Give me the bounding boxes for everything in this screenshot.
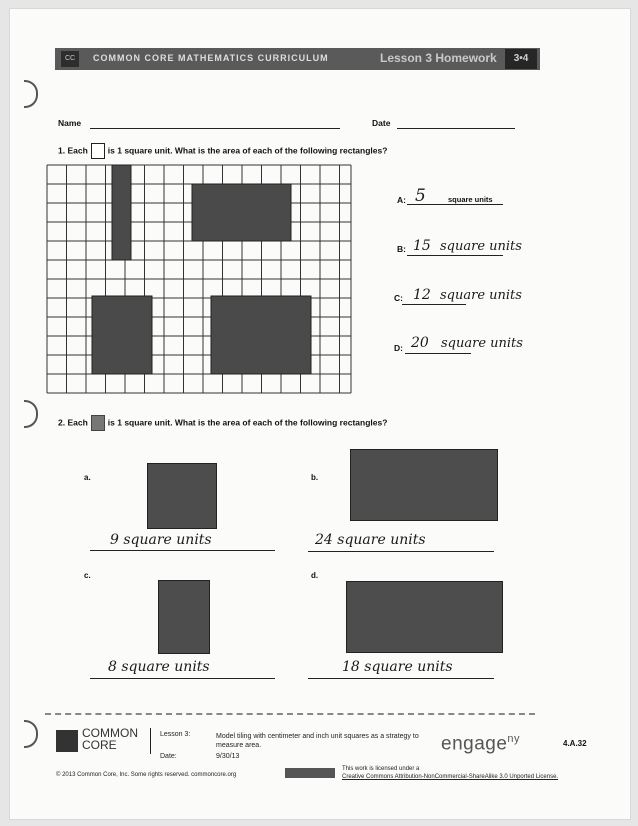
answer-c-line [402,304,466,305]
rectangle-b [192,184,291,241]
brand-line-2: CORE [82,738,117,752]
q2c-label: c. [84,571,91,580]
creative-commons-badge-icon [285,768,335,778]
header-banner [55,48,540,70]
name-label: Name [58,118,82,128]
q2d-answer[interactable]: 18 square units [342,659,453,675]
curriculum-logo: CC [61,51,79,67]
q2a-label: a. [84,473,91,482]
footer-lesson-desc-1: Model tiling with centimeter and inch unit squares as a strategy to [216,733,419,740]
unit-square-icon [91,143,105,159]
q2d-answer-line [308,678,494,679]
rectangle-d [211,296,311,374]
rectangle-c [92,296,152,374]
footer-date-label: Date: [160,753,177,760]
footer-lesson-label: Lesson 3: [160,731,191,738]
answer-c-units: square units [440,288,522,303]
q1-prompt-suffix: is 1 square unit. What is the area of each of the following rectangles? [107,145,388,156]
q2b-label: b. [311,473,319,482]
unit-square-icon [91,415,105,431]
answer-d-line [405,353,471,354]
footer-divider [45,713,535,715]
q2a-answer-line [90,550,275,551]
engage-text: engage [441,733,508,755]
answer-b-value[interactable]: 15 [413,238,431,254]
q2c-answer[interactable]: 8 square units [108,659,210,675]
footer-lesson-desc-2: measure area. [216,742,262,749]
name-field[interactable] [90,128,340,129]
footer-date-value: 9/30/13 [216,753,240,760]
q2-prompt-suffix: is 1 square unit. What is the area of each of the following rectangles? [107,417,388,428]
answer-b-letter: B: [397,244,406,254]
q2d-label: d. [311,571,319,580]
answer-c-value[interactable]: 12 [413,287,431,303]
q2a-rectangle [147,463,217,529]
series-title: COMMON CORE MATHEMATICS CURRICULUM [93,53,329,63]
q2a-answer[interactable]: 9 square units [110,532,212,548]
rectangle-a [112,165,131,260]
common-core-brand [82,727,138,751]
q2b-rectangle [350,449,498,521]
answer-c-letter: C: [394,293,403,303]
engageny-logo [441,733,520,755]
engage-sup: ny [507,733,521,745]
answer-d-value[interactable]: 20 [411,335,429,351]
module-badge: 3•4 [505,49,537,69]
copyright: © 2013 Common Core, Inc. Some rights reserved. commoncore.org [56,772,237,778]
q1-prompt [58,143,387,159]
license-line-1: This work is licensed under a [342,766,420,772]
answer-a-letter: A: [397,195,406,205]
q1-grid [45,163,355,395]
q2c-answer-line [90,678,275,679]
answer-a-units: square units [448,195,493,204]
date-field[interactable] [397,128,515,129]
date-label: Date [372,118,391,128]
answer-d-units: square units [441,336,523,351]
answer-d-letter: D: [394,343,403,353]
worksheet-page [9,8,631,820]
q2-prompt-prefix: 2. Each [58,417,88,428]
q2d-rectangle [346,581,503,653]
q1-prompt-prefix: 1. Each [58,145,88,156]
q2c-rectangle [158,580,210,654]
q2b-answer-line [308,551,494,552]
footer-separator [150,728,151,754]
answer-b-units: square units [440,239,522,254]
q2b-answer[interactable]: 24 square units [315,532,426,548]
lesson-title: Lesson 3 Homework [380,51,497,65]
page-number: 4.A.32 [563,739,587,748]
brand-line-1: COMMON [82,726,138,740]
answer-b-line [407,255,503,256]
license-link[interactable]: Creative Commons Attribution-NonCommercial-ShareAlike 3.0 Unported License. [342,774,559,780]
q2-prompt [58,415,387,431]
common-core-logo-icon [56,730,78,752]
answer-a-value[interactable]: 5 [415,186,426,206]
